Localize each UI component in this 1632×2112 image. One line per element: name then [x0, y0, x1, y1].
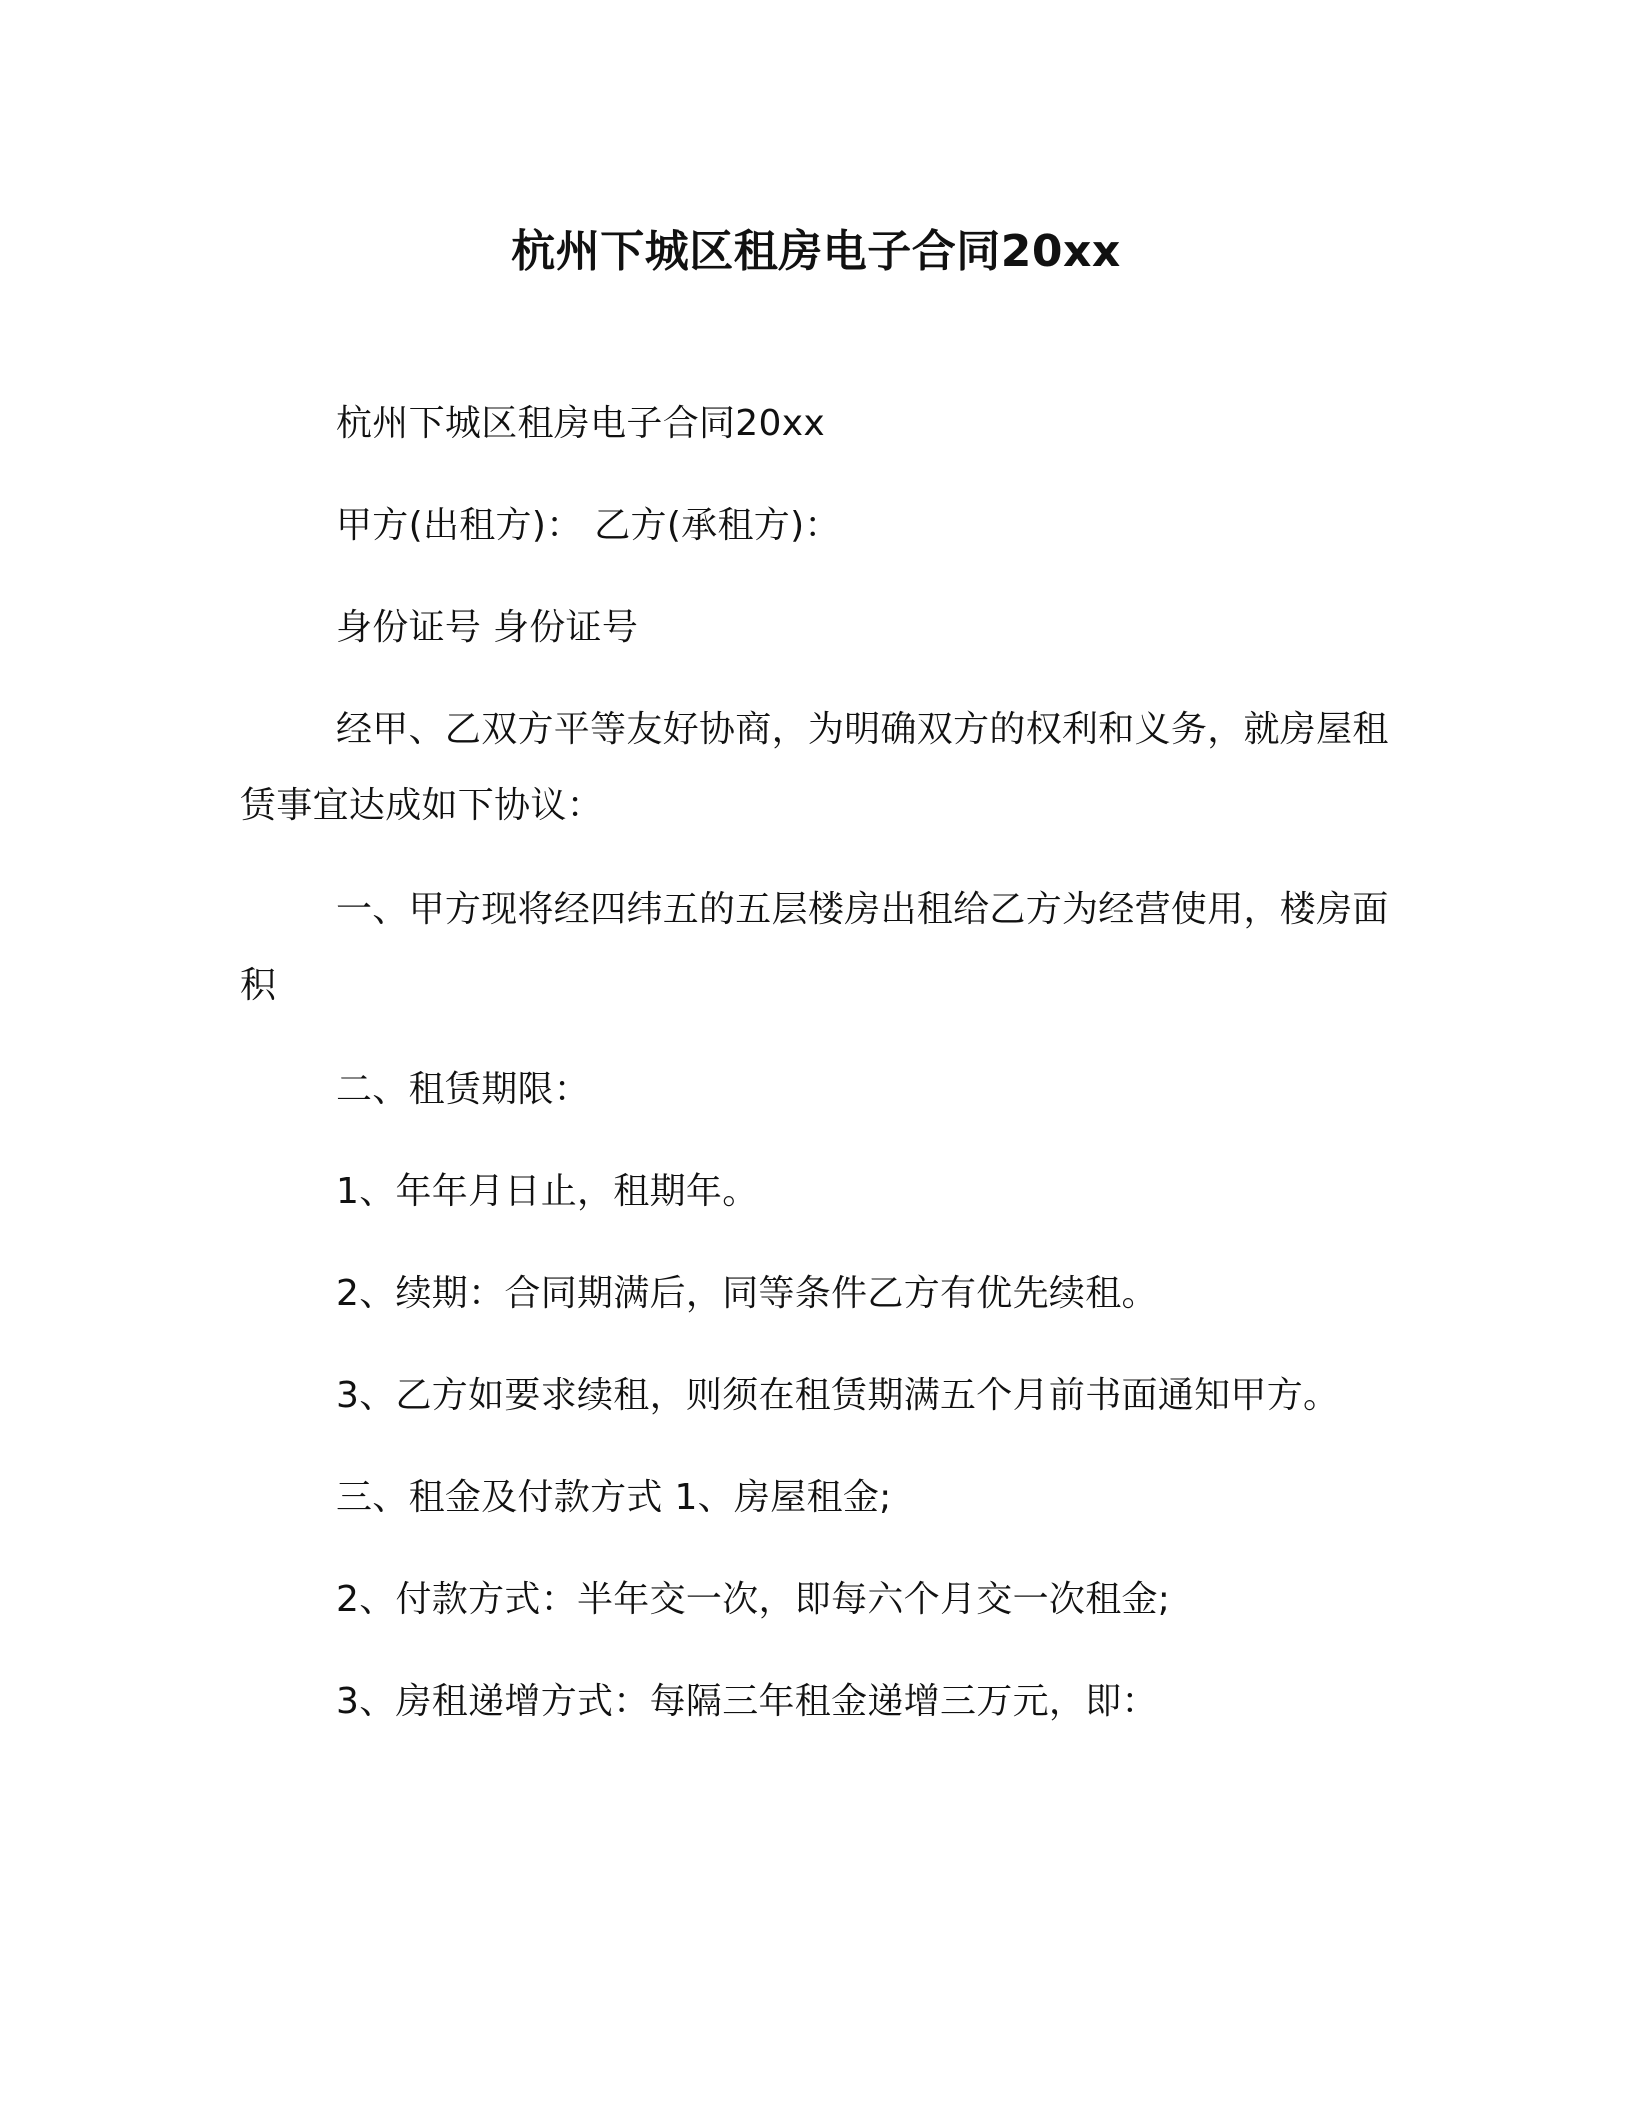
- paragraph-id-numbers: 身份证号 身份证号: [336, 607, 639, 648]
- paragraph-clause-2-1: 1、年年月日止，租期年。: [336, 1171, 759, 1212]
- paragraph-parties: 甲方(出租方)： 乙方(承租方)：: [336, 505, 841, 546]
- document-title: 杭州下城区租房电子合同20xx: [511, 226, 1121, 277]
- paragraph-clause-2-2: 2、续期：合同期满后，同等条件乙方有优先续租。: [336, 1273, 1158, 1314]
- paragraph-clause-3-2: 2、付款方式：半年交一次，即每六个月交一次租金;: [336, 1579, 1171, 1620]
- paragraph-clause-3-heading: 三、租金及付款方式 1、房屋租金;: [336, 1477, 892, 1518]
- paragraph-clause-2-heading: 二、租赁期限：: [336, 1069, 591, 1110]
- paragraph-subtitle: 杭州下城区租房电子合同20xx: [336, 403, 825, 444]
- paragraph-clause-2-3: 3、乙方如要求续租，则须在租赁期满五个月前书面通知甲方。: [336, 1375, 1340, 1416]
- paragraph-clause-1: 一、甲方现将经四纬五的五层楼房出租给乙方为经营使用，楼房面积: [240, 889, 1389, 1006]
- paragraph-preamble: 经甲、乙双方平等友好协商，为明确双方的权利和义务，就房屋租赁事宜达成如下协议：: [240, 709, 1389, 826]
- paragraph-clause-3-3: 3、房租递增方式：每隔三年租金递增三万元，即：: [336, 1681, 1158, 1722]
